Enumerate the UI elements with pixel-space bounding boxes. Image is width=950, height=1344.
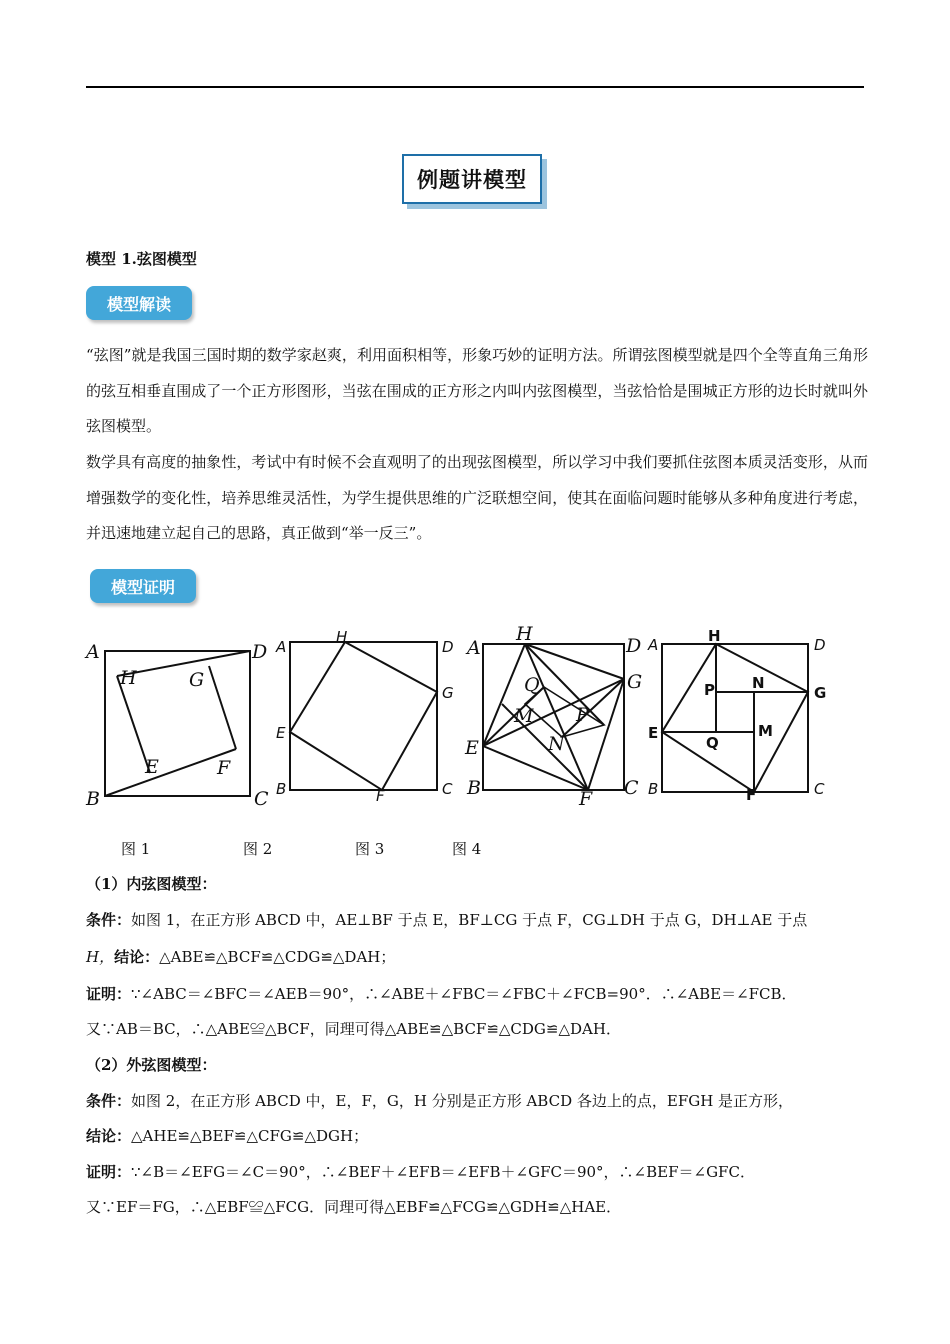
- inner-condition-label: 条件：: [86, 911, 132, 929]
- fig2-label-G: G: [442, 684, 454, 702]
- model-proof-label: 模型证明: [110, 577, 175, 597]
- fig1-label-E: E: [145, 756, 159, 778]
- figure-4: [662, 644, 808, 792]
- inner-conclusion-line: [86, 946, 395, 967]
- outer-proof-line-2: 又∵EF＝FG，∴△EBF≌△FCG．同理可得△EBF≌△FCG≌△GDH≌△HAE．: [86, 1198, 622, 1216]
- section-title: 例题讲模型: [417, 168, 527, 192]
- caption-fig3: 图 3: [355, 840, 385, 858]
- inner-condition-line: [86, 909, 807, 930]
- model-heading: 模型 1.弦图模型: [86, 250, 197, 268]
- fig3-label-B: B: [467, 777, 481, 799]
- fig1-label-H: H: [120, 667, 137, 689]
- fig1-label-C: C: [254, 788, 269, 810]
- figures-svg: [82, 624, 842, 824]
- fig3-label-G: G: [627, 671, 643, 693]
- fig2-label-E: E: [276, 724, 286, 742]
- outer-conclusion-label: 结论：: [86, 1127, 132, 1145]
- inner-model-heading: （1）内弦图模型：: [86, 875, 217, 893]
- outer-condition-label: 条件：: [86, 1092, 132, 1110]
- outer-conclusion-line: [86, 1125, 368, 1146]
- fig3-label-N: N: [548, 733, 565, 755]
- model-reading-label: 模型解读: [106, 294, 171, 314]
- outer-model-heading: （2）外弦图模型：: [86, 1056, 217, 1074]
- fig1-label-F: F: [217, 757, 231, 779]
- fig2-label-C: C: [442, 780, 453, 798]
- fig1-label-D: D: [252, 641, 268, 663]
- fig4-label-N: N: [752, 674, 765, 692]
- model-reading-tag: [86, 286, 192, 320]
- fig4-label-M: M: [758, 722, 773, 740]
- outer-proof-label: 证明：: [86, 1163, 132, 1181]
- fig3-label-D: D: [626, 635, 642, 657]
- inner-proof-text-1: ∵∠ABC＝∠BFC＝∠AEB＝90°，∴∠ABE＋∠FBC＝∠FBC＋∠FCB=90°．∴∠ABE＝∠FCB．: [131, 985, 797, 1003]
- outer-proof-line-1: [86, 1161, 755, 1182]
- inner-conclusion-text: △ABE≌△BCF≌△CDG≌△DAH；: [159, 948, 396, 966]
- intro-paragraph-1: “弦图”就是我国三国时期的数学家赵爽，利用面积相等，形象巧妙的证明方法。所谓弦图模型就是四个全等直角三角形的弦互相垂直围成了一个正方形图形，当弦在围成的正方形之内叫内弦图模型，当弦恰恰是围城正方形的边长时就叫外弦图模型。: [86, 346, 868, 435]
- fig4-label-F: F: [746, 786, 757, 804]
- outer-condition-line: [86, 1090, 793, 1111]
- fig4-label-P: P: [704, 681, 715, 699]
- fig4-label-B: B: [648, 780, 659, 798]
- fig3-label-C: C: [624, 777, 639, 799]
- figure-2: [290, 642, 437, 790]
- caption-fig4: 图 4: [452, 840, 482, 858]
- intro-paragraph-2: 数学具有高度的抽象性，考试中有时候不会直观明了的出现弦图模型，所以学习中我们要抓住弦图本质灵活变形，从而增强数学的变化性，培养思维灵活性，为学生提供思维的广泛联想空间，使其在面临问题时能够从多种角度进行考虑，并迅速地建立起自己的思路，真正做到“举一反三”。: [86, 453, 868, 542]
- fig2-label-B: B: [276, 780, 287, 798]
- fig4-label-D: D: [814, 636, 826, 654]
- fig2-label-A: A: [276, 638, 287, 656]
- fig1-label-A: A: [86, 641, 100, 663]
- fig4-label-G: G: [814, 684, 827, 702]
- model-proof-tag: [90, 569, 196, 603]
- fig3-label-E: E: [465, 737, 479, 759]
- outer-condition-text: 如图 2，在正方形 ABCD 中，E，F，G，H 分别是正方形 ABCD 各边上的点，EFGH 是正方形，: [131, 1092, 794, 1110]
- caption-fig2: 图 2: [243, 840, 273, 858]
- fig4-label-H: H: [708, 627, 721, 645]
- fig2-label-H: H: [336, 628, 348, 646]
- inner-condition-tail: H，: [86, 948, 115, 966]
- outer-conclusion-text: △AHE≌△BEF≌△CFG≌△DGH；: [131, 1127, 369, 1145]
- fig3-label-A: A: [467, 637, 481, 659]
- fig4-label-C: C: [814, 780, 825, 798]
- caption-fig1: 图 1: [121, 840, 151, 858]
- fig3-label-Q: Q: [524, 674, 540, 696]
- fig4-label-E: E: [648, 724, 659, 742]
- fig4-label-A: A: [648, 636, 659, 654]
- fig2-label-F: F: [376, 787, 385, 805]
- header-rule: [86, 86, 864, 88]
- fig3-label-P: P: [576, 704, 589, 726]
- inner-conclusion-label: 结论：: [114, 948, 160, 966]
- inner-condition-text: 如图 1，在正方形 ABCD 中，AE⊥BF 于点 E，BF⊥CG 于点 F，CG⊥DH 于点 G，DH⊥AE 于点: [131, 911, 808, 929]
- fig1-label-B: B: [86, 788, 100, 810]
- section-title-box: [402, 154, 542, 204]
- fig1-label-G: G: [189, 669, 205, 691]
- fig3-label-H: H: [516, 624, 533, 645]
- fig3-label-M: M: [514, 705, 534, 727]
- fig2-label-D: D: [442, 638, 454, 656]
- fig3-label-F: F: [579, 788, 593, 810]
- fig4-label-Q: Q: [706, 734, 719, 752]
- inner-proof-line-1: [86, 983, 797, 1004]
- outer-proof-text-1: ∵∠B＝∠EFG＝∠C＝90°，∴∠BEF＋∠EFB＝∠EFB＋∠GFC＝90°，∴∠BEF＝∠GFC．: [131, 1163, 755, 1181]
- figure-3: [483, 644, 624, 790]
- inner-proof-label: 证明：: [86, 985, 132, 1003]
- inner-proof-line-2: 又∵AB＝BC，∴△ABE≌△BCF，同理可得△ABE≌△BCF≌△CDG≌△DAH．: [86, 1020, 621, 1038]
